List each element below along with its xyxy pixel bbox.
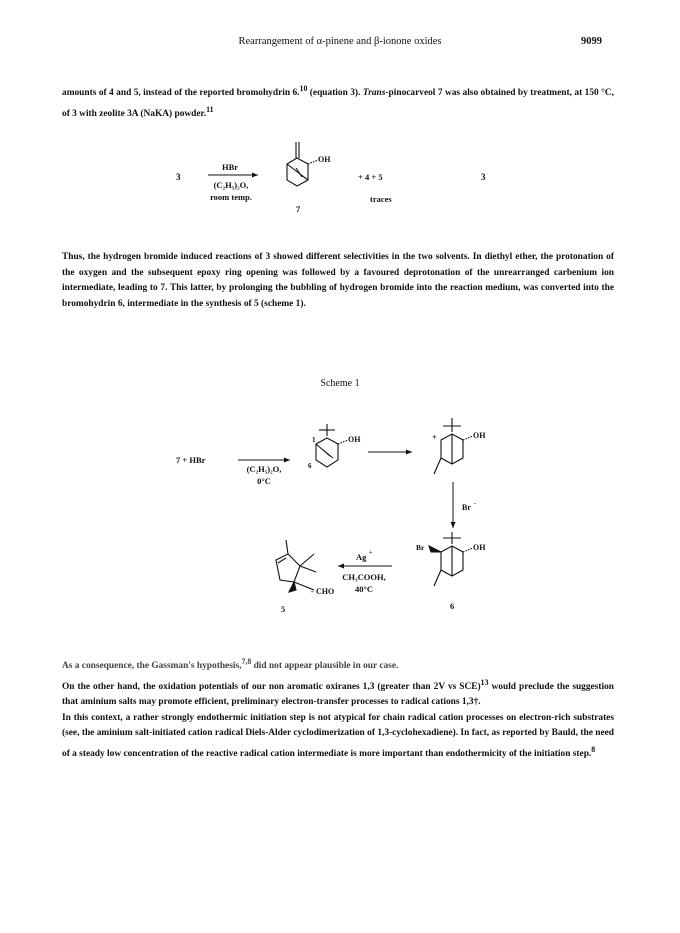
atom-number-1: 1 — [312, 436, 316, 444]
para2-text: Thus, the hydrogen bromide induced reactions of 3 showed different selectivities in the two solvents. In diethyl ether, the protonation of the oxygen and the subsequent epoxy ring opening was followed by a favoured deprotonation of the unrearranged carbenium ion intermediate, leading to 7. This latter, by prolonging the bubbling of hydrogen bromide into the reaction medium, was converted into the bromohydrin 6, intermediate in the synthesis of 5 (scheme 1). — [62, 252, 614, 309]
para1-text-b: (equation 3). — [307, 88, 363, 99]
para3-line-2 — [62, 675, 614, 711]
structure-carbocation — [434, 418, 473, 474]
eq-solvent: (C₂H₅)₂O, — [213, 180, 249, 190]
citation-superscript: 13 — [480, 677, 489, 687]
equation-3-figure — [0, 140, 680, 240]
para3-text-1a: As a consequence, the Gassman's hypothesis, — [62, 661, 242, 672]
eq-product-label: 7 — [296, 204, 301, 214]
structure-protonated-pinocarveol — [316, 424, 348, 467]
para3-text-2a: On the other hand, the oxidation potentials of our non aromatic oxiranes 1,3 (greater than 2V vs SCE) — [62, 681, 481, 692]
para3-line-3 — [62, 711, 614, 763]
scheme-solvent: (C₂H₅)₂O, — [246, 464, 282, 474]
para3-text-1b: did not appear plausible in our case. — [251, 661, 399, 672]
eq-byproducts: + 4 + 5 — [358, 172, 383, 182]
scheme-oh-c: OH — [473, 543, 486, 552]
citation-superscript: 10 — [299, 84, 308, 93]
eq-reagent: HBr — [221, 162, 239, 172]
para1-text-a: amounts of 4 and 5, instead of the reported bromohydrin 6. — [62, 88, 300, 99]
scheme-arrowhead-1 — [284, 458, 290, 463]
equation-number: 3 — [481, 172, 486, 182]
pinocarveol-structure — [287, 142, 318, 186]
eq-arrowhead — [252, 173, 258, 178]
scheme-br-label: Br — [416, 543, 425, 552]
scheme-start: 7 + HBr — [176, 455, 206, 465]
scheme-1-figure — [0, 400, 680, 630]
citation-superscript: 8 — [591, 744, 596, 754]
scheme-temp-2: 40°C — [354, 584, 374, 594]
paragraph-conclusions — [62, 654, 614, 762]
scheme-arrowhead-3 — [451, 522, 456, 528]
eq-reactant-label: 3 — [176, 172, 181, 182]
scheme-silver: Ag — [356, 552, 367, 562]
scheme-oh-b: OH — [473, 431, 486, 440]
paragraph-discussion — [62, 250, 614, 312]
para3-text-3a: In this context, a rather strongly endothermic initiation step is not atypical for chain radical cation processes on electron-rich substrates (see, the aminium salt-initiated cation radical Diels-Alder cyclodimerization of 1,3-cyclohexadiene). In fact, as reported by Bauld, the need of a steady low concentration of the reactive radical cation intermediate is more important than endothermicity of the initiation step. — [62, 712, 614, 759]
para1-text-c: -pinocarveol 7 was also obtained by treatment, at 150 °C, of 3 with zeolite 3A (NaKA) powder. — [62, 88, 614, 119]
scheme-oh-a: OH — [348, 435, 361, 444]
citation-superscript: 11 — [206, 104, 214, 114]
atom-number-6: 6 — [308, 462, 312, 470]
structure-label-6: 6 — [450, 601, 455, 611]
structure-aldehyde-5 — [276, 540, 316, 592]
page-number: 9099 — [581, 36, 602, 47]
structure-label-5: 5 — [281, 604, 286, 614]
scheme-silver-charge: + — [369, 550, 373, 556]
scheme-title: Scheme 1 — [320, 378, 360, 389]
para1-italic: Trans — [362, 88, 386, 99]
scheme-cho-dash: - — [311, 587, 314, 596]
scheme-bromide: Br — [462, 503, 471, 512]
eq-traces: traces — [370, 194, 392, 204]
running-header-title: Rearrangement of α-pinene and β-ionone oxides — [238, 36, 442, 47]
eq-oh-label: OH — [318, 155, 331, 164]
scheme-arrowhead-2 — [406, 450, 412, 455]
scheme-acid: CH₃COOH, — [342, 572, 386, 582]
para3-line-1 — [62, 654, 614, 675]
structure-bromohydrin — [429, 532, 473, 586]
scheme-cation-plus: + — [432, 433, 437, 442]
citation-superscript: 7,8 — [241, 657, 252, 666]
paragraph-intro — [62, 81, 614, 122]
scheme-temp: 0°C — [257, 476, 271, 486]
eq-condition: room temp. — [210, 192, 252, 202]
scheme-cho-label: CHO — [316, 587, 335, 596]
scheme-arrowhead-4 — [338, 564, 344, 569]
para3-text-2b: would preclude the suggestion that aminium salts may promote efficient, preliminary electron-transfer processes to radical cations 1,3†. — [62, 681, 614, 708]
scheme-bromide-charge: - — [474, 501, 476, 507]
